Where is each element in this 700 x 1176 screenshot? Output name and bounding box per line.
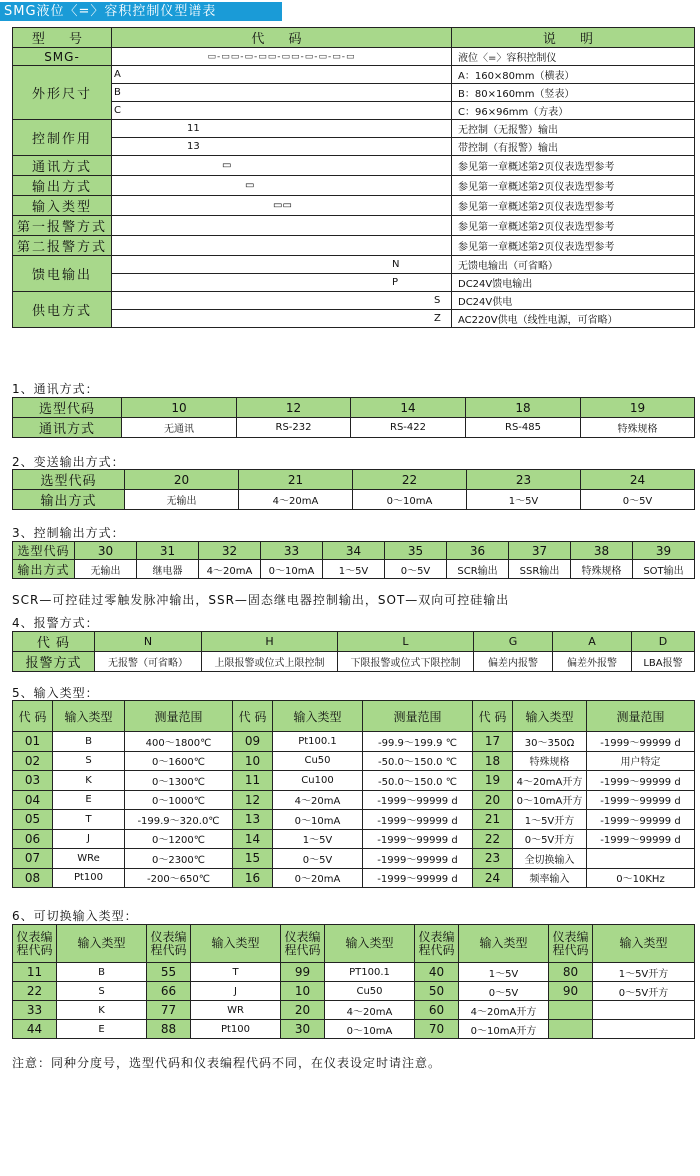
alarm-mode-table [12, 631, 695, 672]
code-cell: 36 [447, 542, 509, 560]
code-cell: 11 [233, 771, 273, 791]
value-cell: -1999～99999 d [587, 771, 695, 791]
spec-description: AC220V供电（线性电源，可省略） [452, 310, 695, 328]
spec-row [13, 256, 695, 274]
header-cell: 代 码 [473, 701, 513, 732]
value-cell: -1999～99999 d [363, 829, 473, 849]
spec-label: 外形尺寸 [13, 66, 112, 120]
value-cell: -1999～99999 d [363, 849, 473, 869]
value-cell: 0～10mA [325, 1020, 415, 1039]
value-cell: -1999～99999 d [587, 732, 695, 752]
code-cell: 14 [351, 398, 466, 418]
value-cell: 1～5V [459, 963, 549, 982]
spec-row [13, 292, 695, 310]
value-cell: 0～5V [273, 849, 363, 869]
value-cell: 0～20mA [273, 868, 363, 888]
value-cell: -99.9～199.9 ℃ [363, 732, 473, 752]
value-cell: 无输出 [125, 490, 239, 510]
spec-label: 输入类型 [13, 196, 112, 216]
value-cell: S [53, 751, 125, 771]
value-cell: Pt100 [53, 868, 125, 888]
value-cell: WR [191, 1001, 281, 1020]
value-cell: 0～1300℃ [125, 771, 233, 791]
code-cell: 19 [473, 771, 513, 791]
header-cell: 仪表编程代码 [281, 925, 325, 963]
code-row [13, 632, 695, 652]
value-cell: -50.0～150.0 ℃ [363, 751, 473, 771]
section-6-heading: 6、可切换输入类型： [12, 909, 138, 923]
switch-row [13, 1020, 695, 1039]
value-cell: 0～5V开方 [593, 982, 695, 1001]
row-label: 选型代码 [13, 398, 122, 418]
code-cell: 09 [233, 732, 273, 752]
spec-code: ▭ [112, 156, 452, 176]
code-cell: 70 [415, 1020, 459, 1039]
value-row [13, 418, 695, 438]
spec-row [13, 216, 695, 236]
code-row [13, 398, 695, 418]
code-cell: G [474, 632, 553, 652]
value-cell: -1999～99999 d [363, 790, 473, 810]
value-cell: 30～350Ω [513, 732, 587, 752]
value-cell: WRe [53, 849, 125, 869]
code-cell: 20 [125, 470, 239, 490]
value-cell: 0～5V [581, 490, 695, 510]
spec-description: 参见第一章概述第2页仪表选型参考 [452, 176, 695, 196]
model-prefix: SMG- [13, 48, 112, 66]
code-cell: 10 [233, 751, 273, 771]
code-cell: 50 [415, 982, 459, 1001]
switch-row [13, 982, 695, 1001]
spec-row [13, 120, 695, 138]
code-cell: 02 [13, 751, 53, 771]
value-cell: Cu100 [273, 771, 363, 791]
switchable-input-table [12, 924, 695, 1039]
input-type-row [13, 790, 695, 810]
spec-code: A [112, 66, 452, 84]
header-cell: 测量范围 [587, 701, 695, 732]
value-cell: PT100.1 [325, 963, 415, 982]
spec-description: A：160×80mm（横表） [452, 66, 695, 84]
spec-row [13, 156, 695, 176]
code-cell: 66 [147, 982, 191, 1001]
value-cell: LBA报警 [632, 652, 695, 672]
value-cell [593, 1001, 695, 1020]
row-label: 通讯方式 [13, 418, 122, 438]
code-cell [549, 1001, 593, 1020]
value-row [13, 560, 695, 579]
value-cell: Cu50 [273, 751, 363, 771]
code-cell: 90 [549, 982, 593, 1001]
spec-label: 供电方式 [13, 292, 112, 328]
spec-code: P [112, 274, 452, 292]
code-cell: 06 [13, 829, 53, 849]
code-cell: 88 [147, 1020, 191, 1039]
spec-code [112, 216, 452, 236]
value-cell: 4～20mA开方 [513, 771, 587, 791]
value-cell: -50.0～150.0 ℃ [363, 771, 473, 791]
input-type-row [13, 868, 695, 888]
spec-row [13, 102, 695, 120]
code-cell [549, 1020, 593, 1039]
code-cell: 10 [281, 982, 325, 1001]
code-cell: 24 [473, 868, 513, 888]
spec-code: B [112, 84, 452, 102]
section-4-heading: 4、报警方式： [12, 616, 99, 630]
code-cell: N [95, 632, 202, 652]
value-cell: 上限报警或位式上限控制 [202, 652, 338, 672]
code-cell: 33 [261, 542, 323, 560]
value-cell: SSR输出 [509, 560, 571, 579]
code-row [13, 542, 695, 560]
code-cell: 20 [473, 790, 513, 810]
header-cell: 输入类型 [191, 925, 281, 963]
value-cell: 0～10mA开方 [513, 790, 587, 810]
value-cell: E [57, 1020, 147, 1039]
switch-header-row [13, 925, 695, 963]
code-cell: 03 [13, 771, 53, 791]
code-cell: 44 [13, 1020, 57, 1039]
input-type-header-row [13, 701, 695, 732]
value-cell: 0～1600℃ [125, 751, 233, 771]
header-cell: 输入类型 [459, 925, 549, 963]
code-cell: 37 [509, 542, 571, 560]
spec-description: C：96×96mm（方表） [452, 102, 695, 120]
spec-code: ▭ [112, 176, 452, 196]
value-cell: 特殊规格 [571, 560, 633, 579]
header-cell: 仪表编程代码 [415, 925, 459, 963]
value-cell: E [53, 790, 125, 810]
code-cell: 77 [147, 1001, 191, 1020]
code-cell: 08 [13, 868, 53, 888]
value-cell: 无通讯 [122, 418, 237, 438]
spec-row [13, 310, 695, 328]
spec-description: 带控制（有报警）输出 [452, 138, 695, 156]
code-cell: 21 [239, 470, 353, 490]
code-cell: 24 [581, 470, 695, 490]
programming-code-note: 注意：同种分度号，选型代码和仪表编程代码不同，在仪表设定时请注意。 [12, 1056, 442, 1070]
value-cell: 0～10mA [261, 560, 323, 579]
spec-code: S [112, 292, 452, 310]
code-cell: L [338, 632, 474, 652]
main-header-cell: 型 号 [13, 28, 112, 48]
value-cell: 特殊规格 [513, 751, 587, 771]
input-type-row [13, 829, 695, 849]
spec-row [13, 66, 695, 84]
spec-description: DC24V供电 [452, 292, 695, 310]
section-3-heading: 3、控制输出方式： [12, 526, 125, 540]
spec-label: 通讯方式 [13, 156, 112, 176]
row-label: 代 码 [13, 632, 95, 652]
row-label: 选型代码 [13, 470, 125, 490]
code-cell: 80 [549, 963, 593, 982]
value-cell: 下限报警或位式下限控制 [338, 652, 474, 672]
input-type-row [13, 751, 695, 771]
header-cell: 测量范围 [363, 701, 473, 732]
header-cell: 测量范围 [125, 701, 233, 732]
input-type-row [13, 732, 695, 752]
value-cell: RS-232 [237, 418, 351, 438]
value-cell: K [53, 771, 125, 791]
code-cell: 07 [13, 849, 53, 869]
value-cell: -1999～99999 d [363, 868, 473, 888]
input-type-row [13, 771, 695, 791]
value-cell: 0～10mA开方 [459, 1020, 549, 1039]
header-cell: 输入类型 [325, 925, 415, 963]
code-cell: A [553, 632, 632, 652]
spec-description: 参见第一章概述第2页仪表选型参考 [452, 156, 695, 176]
value-cell: Pt100 [191, 1020, 281, 1039]
control-output-table [12, 541, 695, 579]
value-cell: B [57, 963, 147, 982]
spec-description: 无控制（无报警）输出 [452, 120, 695, 138]
code-cell: 18 [473, 751, 513, 771]
code-cell: 38 [571, 542, 633, 560]
value-cell: 4～20mA [199, 560, 261, 579]
spec-description: 参见第一章概述第2页仪表选型参考 [452, 196, 695, 216]
value-cell: 全切换输入 [513, 849, 587, 869]
input-type-row [13, 810, 695, 830]
model-description: 液位〈=〉容积控制仪 [452, 48, 695, 66]
code-cell: 99 [281, 963, 325, 982]
row-label: 输出方式 [13, 560, 75, 579]
switch-row [13, 963, 695, 982]
code-cell: 15 [233, 849, 273, 869]
page-title: SMG液位〈=〉容积控制仪型谱表 [0, 2, 282, 21]
value-row [13, 490, 695, 510]
value-cell: 1～5V [323, 560, 385, 579]
value-cell: T [53, 810, 125, 830]
value-cell: SCR输出 [447, 560, 509, 579]
code-cell: 18 [466, 398, 581, 418]
header-cell: 代 码 [233, 701, 273, 732]
spec-code: C [112, 102, 452, 120]
header-cell: 输入类型 [273, 701, 363, 732]
code-cell: 12 [237, 398, 351, 418]
spec-label: 馈电输出 [13, 256, 112, 292]
main-header-row [13, 28, 695, 48]
value-row [13, 652, 695, 672]
value-cell: 4～20mA [325, 1001, 415, 1020]
header-cell: 输入类型 [513, 701, 587, 732]
row-label: 输出方式 [13, 490, 125, 510]
value-cell: 无输出 [75, 560, 137, 579]
value-cell: 频率输入 [513, 868, 587, 888]
code-template: ▭-▭▭-▭-▭▭-▭▭-▭-▭-▭-▭ [112, 48, 452, 66]
value-cell: T [191, 963, 281, 982]
value-cell: 0～2300℃ [125, 849, 233, 869]
code-cell: 21 [473, 810, 513, 830]
code-cell: 31 [137, 542, 199, 560]
code-cell: 34 [323, 542, 385, 560]
value-cell: 继电器 [137, 560, 199, 579]
code-cell: 32 [199, 542, 261, 560]
spec-description: DC24V馈电输出 [452, 274, 695, 292]
value-cell: 1～5V开方 [513, 810, 587, 830]
spec-row [13, 138, 695, 156]
value-cell: -199.9～320.0℃ [125, 810, 233, 830]
input-type-table [12, 700, 695, 888]
spec-description: 参见第一章概述第2页仪表选型参考 [452, 236, 695, 256]
smg-row [13, 48, 695, 66]
code-cell: 05 [13, 810, 53, 830]
value-cell: 偏差外报警 [553, 652, 632, 672]
spec-label: 控制作用 [13, 120, 112, 156]
code-cell: 14 [233, 829, 273, 849]
code-cell: 10 [122, 398, 237, 418]
comm-mode-table [12, 397, 695, 438]
code-cell: 40 [415, 963, 459, 982]
value-cell: 0～1000℃ [125, 790, 233, 810]
value-cell: 1～5V开方 [593, 963, 695, 982]
value-cell: 无报警（可省略） [95, 652, 202, 672]
spec-code [112, 236, 452, 256]
value-cell: 偏差内报警 [474, 652, 553, 672]
row-label: 报警方式 [13, 652, 95, 672]
value-cell: 0～10mA [273, 810, 363, 830]
value-cell: 特殊规格 [581, 418, 695, 438]
code-cell: 55 [147, 963, 191, 982]
main-header-cell: 代 码 [112, 28, 452, 48]
value-cell: 用户特定 [587, 751, 695, 771]
model-spec-table [12, 27, 695, 328]
value-cell: 4～20mA [273, 790, 363, 810]
spec-label: 第一报警方式 [13, 216, 112, 236]
input-type-row [13, 849, 695, 869]
code-cell: 60 [415, 1001, 459, 1020]
value-cell: J [53, 829, 125, 849]
code-cell: 23 [467, 470, 581, 490]
value-cell: 400～1800℃ [125, 732, 233, 752]
value-cell: -1999～99999 d [587, 829, 695, 849]
code-cell: 13 [233, 810, 273, 830]
spec-label: 输出方式 [13, 176, 112, 196]
value-cell: 0～5V开方 [513, 829, 587, 849]
code-row [13, 470, 695, 490]
spec-row [13, 84, 695, 102]
value-cell: 1～5V [273, 829, 363, 849]
code-cell: D [632, 632, 695, 652]
code-cell: 22 [473, 829, 513, 849]
value-cell: 0～10mA [353, 490, 467, 510]
code-cell: 11 [13, 963, 57, 982]
value-cell: 0～5V [459, 982, 549, 1001]
value-cell: SOT输出 [633, 560, 695, 579]
value-cell [587, 849, 695, 869]
header-cell: 仪表编程代码 [13, 925, 57, 963]
spec-description: 参见第一章概述第2页仪表选型参考 [452, 216, 695, 236]
value-cell: Pt100.1 [273, 732, 363, 752]
spec-row [13, 274, 695, 292]
code-cell: 01 [13, 732, 53, 752]
spec-row [13, 176, 695, 196]
value-cell: RS-485 [466, 418, 581, 438]
spec-description: 无馈电输出（可省略） [452, 256, 695, 274]
value-cell: 0～10KHz [587, 868, 695, 888]
code-cell: 35 [385, 542, 447, 560]
spec-description: B：80×160mm（竖表） [452, 84, 695, 102]
value-cell: -1999～99999 d [587, 790, 695, 810]
header-cell: 输入类型 [593, 925, 695, 963]
section-5-heading: 5、输入类型： [12, 686, 99, 700]
value-cell: 0～5V [385, 560, 447, 579]
code-cell: 17 [473, 732, 513, 752]
value-cell: S [57, 982, 147, 1001]
header-cell: 代 码 [13, 701, 53, 732]
value-cell: 4～20mA [239, 490, 353, 510]
header-cell: 仪表编程代码 [549, 925, 593, 963]
code-cell: 16 [233, 868, 273, 888]
value-cell: -1999～99999 d [587, 810, 695, 830]
code-cell: 04 [13, 790, 53, 810]
code-cell: H [202, 632, 338, 652]
main-header-cell: 说 明 [452, 28, 695, 48]
spec-label: 第二报警方式 [13, 236, 112, 256]
output-abbrev-note: SCR—可控硅过零触发脉冲输出，SSR—固态继电器控制输出，SOT—双向可控硅输出 [12, 593, 510, 607]
spec-code: Z [112, 310, 452, 328]
spec-code: 13 [112, 138, 452, 156]
value-cell: -1999～99999 d [363, 810, 473, 830]
code-cell: 20 [281, 1001, 325, 1020]
value-cell: K [57, 1001, 147, 1020]
value-cell: 1～5V [467, 490, 581, 510]
value-cell: 4～20mA开方 [459, 1001, 549, 1020]
value-cell: J [191, 982, 281, 1001]
code-cell: 39 [633, 542, 695, 560]
header-cell: 仪表编程代码 [147, 925, 191, 963]
value-cell: -200～650℃ [125, 868, 233, 888]
section-2-heading: 2、变送输出方式： [12, 455, 125, 469]
spec-row [13, 196, 695, 216]
value-cell: B [53, 732, 125, 752]
value-cell: 0～1200℃ [125, 829, 233, 849]
code-cell: 33 [13, 1001, 57, 1020]
code-cell: 22 [353, 470, 467, 490]
section-1-heading: 1、通讯方式： [12, 382, 99, 396]
code-cell: 23 [473, 849, 513, 869]
value-cell [593, 1020, 695, 1039]
code-cell: 19 [581, 398, 695, 418]
spec-code: ▭▭ [112, 196, 452, 216]
value-cell: RS-422 [351, 418, 466, 438]
code-cell: 22 [13, 982, 57, 1001]
header-cell: 输入类型 [57, 925, 147, 963]
transmit-output-table [12, 469, 695, 510]
spec-code: N [112, 256, 452, 274]
row-label: 选型代码 [13, 542, 75, 560]
switch-row [13, 1001, 695, 1020]
code-cell: 30 [281, 1020, 325, 1039]
header-cell: 输入类型 [53, 701, 125, 732]
code-cell: 30 [75, 542, 137, 560]
value-cell: Cu50 [325, 982, 415, 1001]
spec-code: 11 [112, 120, 452, 138]
code-cell: 12 [233, 790, 273, 810]
spec-row [13, 236, 695, 256]
